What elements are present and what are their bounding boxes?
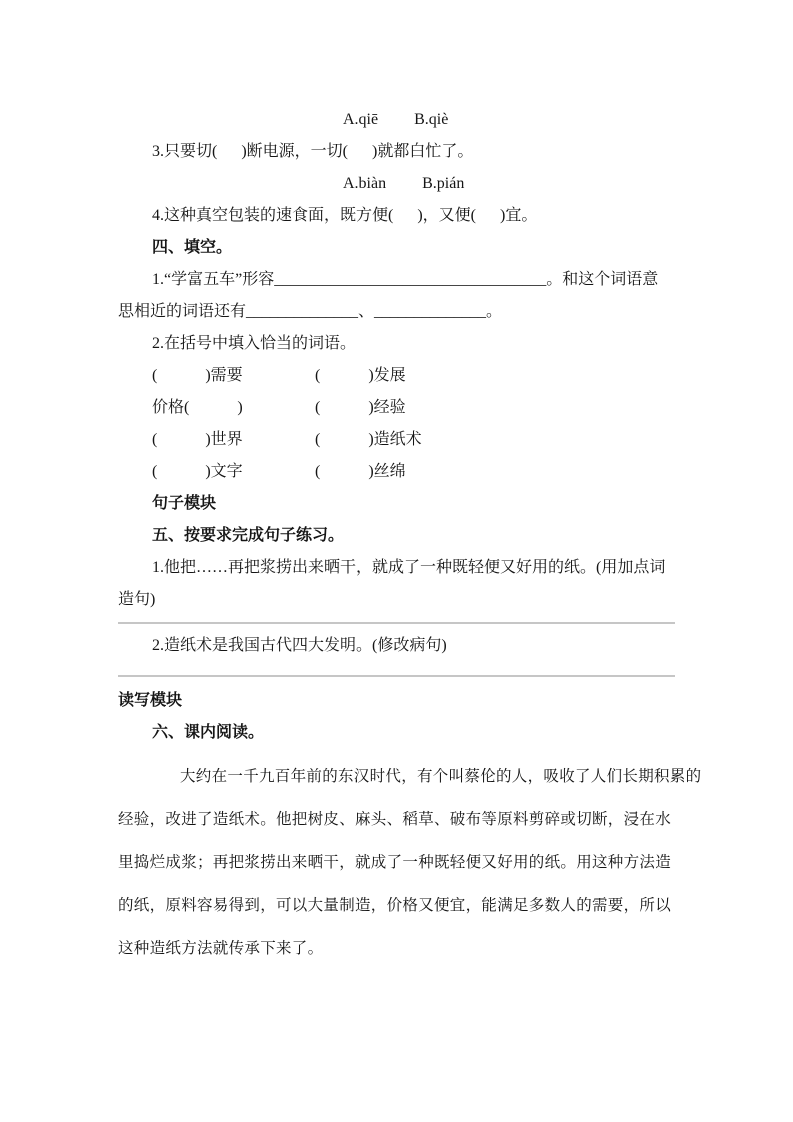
blank-item: ( )发展: [315, 367, 406, 384]
reading-passage: [118, 755, 702, 970]
blank-row-3: [118, 424, 675, 456]
question-4: 4.这种真空包装的速食面，既方便( )，又便( )宜。: [152, 207, 538, 224]
blank-item: ( )造纸术: [315, 431, 422, 448]
blank-item: ( )经验: [315, 399, 406, 416]
passage-line: 经验，改进了造纸术。他把树皮、麻头、稻草、破布等原料剪碎或切断，浸在水: [118, 811, 672, 828]
blank-row-4: [118, 456, 675, 488]
blank-item: ( )需要: [152, 367, 243, 384]
answer-line-2: [118, 675, 675, 677]
blank-item: ( )丝绵: [315, 463, 406, 480]
blank-row-2: [118, 392, 675, 424]
passage-line: 大约在一千九百年前的东汉时代，有个叫蔡伦的人，吸收了人们长期积累的: [180, 768, 702, 785]
question-3: 3.只要切( )断电源，一切( )就都白忙了。: [152, 143, 474, 160]
section-four-q1-line2: 思相近的词语还有______________、______________。: [118, 303, 503, 320]
blank-item: ( )文字: [152, 463, 243, 480]
blank-row-1: [118, 360, 675, 392]
section-six-title: 六、课内阅读。: [152, 724, 265, 741]
blank-item: 价格( ): [152, 399, 243, 416]
section-five-q2: 2.造纸术是我国古代四大发明。(修改病句): [152, 637, 447, 654]
passage-line: 里捣烂成浆；再把浆捞出来晒干，就成了一种既轻便又好用的纸。用这种方法造: [118, 854, 672, 871]
section-four-q1-line1: 1.“学富五车”形容__________________________________。和这个词语意: [152, 271, 659, 288]
section-five-q1-line1: 1.他把……再把浆捞出来晒干，就成了一种既轻便又好用的纸。(用加点词: [152, 559, 666, 576]
q4-pinyin-choices: A.biàn B.pián: [343, 175, 465, 192]
reading-module-label: 读写模块: [118, 692, 183, 709]
answer-line-1: [118, 622, 675, 624]
passage-line: 这种造纸方法就传承下来了。: [118, 940, 324, 957]
section-four-title: 四、填空。: [152, 239, 233, 256]
section-five-q1-line2: 造句): [118, 591, 156, 608]
section-five-title: 五、按要求完成句子练习。: [152, 527, 345, 544]
sentence-module-label: 句子模块: [152, 495, 217, 512]
q3-pinyin-choices: A.qiē B.qiè: [343, 111, 449, 128]
passage-line: 的纸，原料容易得到，可以大量制造，价格又便宜，能满足多数人的需要，所以: [118, 897, 672, 914]
blank-item: ( )世界: [152, 431, 243, 448]
section-four-q2-title: 2.在括号中填入恰当的词语。: [152, 335, 357, 352]
